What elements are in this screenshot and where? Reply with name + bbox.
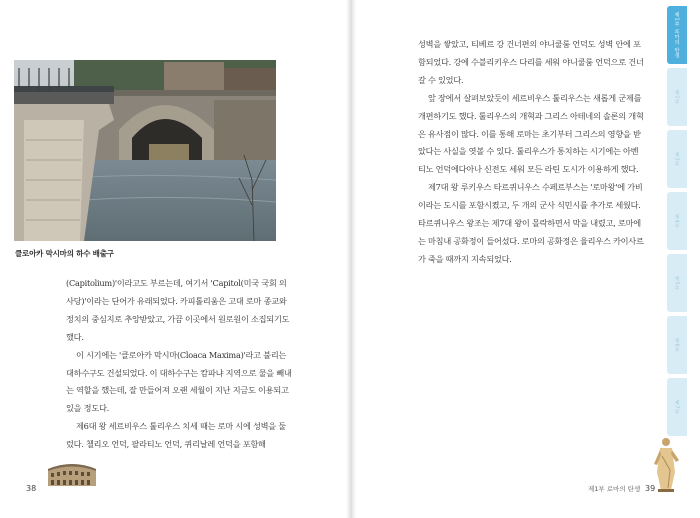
section-tab-5[interactable] — [667, 254, 687, 312]
section-tab-label: 제4부 — [673, 213, 680, 229]
section-tab-label: 제2부 — [673, 89, 680, 105]
section-tab-1[interactable] — [667, 6, 687, 64]
section-tab-label: 제5부 — [673, 275, 680, 291]
right-page-number: 39 — [645, 484, 656, 493]
section-tab-label: 제3부 — [673, 151, 680, 167]
colosseum-illustration — [46, 459, 98, 491]
left-paragraph-2: 이 시기에는 '클로아카 막시마(Cloaca Maxima)'라고 불리는 대하수구도 건설되었다. 이 대하수구는 캄파냐 지역으로 물을 빼내는 역할을 했는데, 잘 만들어져 오랜 세월이 지난 지금도 이용되고 있을 정도다. — [66, 349, 292, 414]
left-paragraph-3: 제6대 왕 세르비우스 툴리우스 치세 때는 로마 시에 성벽을 둘렀다. 첼리오 언덕, 팔라티노 언덕, 퀴리날레 언덕을 포함해 — [66, 421, 286, 450]
section-tab-4[interactable] — [667, 192, 687, 250]
right-paragraph-3: 제7대 왕 루키우스 타르퀴니우스 수페르부스는 '로마왕'에 가비이라는 도시를 포함시켰고, 두 개의 군사 식민시를 추가로 세웠다. 타르퀴니우스 왕조는 제7대 왕이 몰락하면서 막을 내렸고, 로마에는 마침내 공화정이 들어섰다. 로마의 공화정은 율리우스 카이사르가 죽을 때까지 지속되었다. — [418, 182, 644, 264]
left-page-body — [66, 275, 292, 454]
section-tab-3[interactable] — [667, 130, 687, 188]
left-paragraph-1: (Capitolium)'이라고도 부르는데, 여기서 'Capitol(미국 국회 의사당)'이라는 단어가 유래되었다. 카피톨리움은 고대 로마 종교와 정치의 중심지로 추앙받았고, 가끔 이곳에서 원로원이 소집되기도 했다. — [66, 278, 290, 342]
cloaca-maxima-photo — [14, 60, 276, 241]
section-tab-label: 제6부 — [673, 337, 680, 353]
right-paragraph-2: 앞 장에서 살펴보았듯이 세르비우스 툴리우스는 새롭게 군제를 개편하기도 했다. 툴리우스의 개혁과 그리스 아테네의 솔론의 개혁은 유사점이 많다. 이를 통해 로마는 초기부터 그리스의 영향을 받았다는 사실을 엿볼 수 있다. 툴리우스가 통치하는 시기에는 아벤티노 언덕에다아나 신전도 세워 모든 라틴 도시가 이용하게 했다. — [418, 92, 644, 175]
running-head: 제1부 로마의 탄생 — [588, 485, 641, 493]
right-paragraph-1: 성벽을 쌓았고, 티베르 강 건너편의 야니쿨룸 언덕도 성벽 안에 포함되었다. 강에 수블리키우스 다리를 세워 야니쿨룸 언덕으로 건너갈 수 있었다. — [418, 39, 644, 85]
right-page-body — [418, 36, 644, 269]
section-tab-label: 제1부 로마의 탄생 — [673, 11, 680, 59]
section-tab-label: 제7부 — [673, 399, 680, 415]
section-tab-2[interactable] — [667, 68, 687, 126]
left-page-number: 38 — [26, 484, 37, 493]
page-gutter — [346, 0, 356, 518]
section-tab-7[interactable] — [667, 378, 687, 436]
section-tab-6[interactable] — [667, 316, 687, 374]
photo-caption: 클로아카 막시마의 하수 배출구 — [15, 249, 114, 258]
